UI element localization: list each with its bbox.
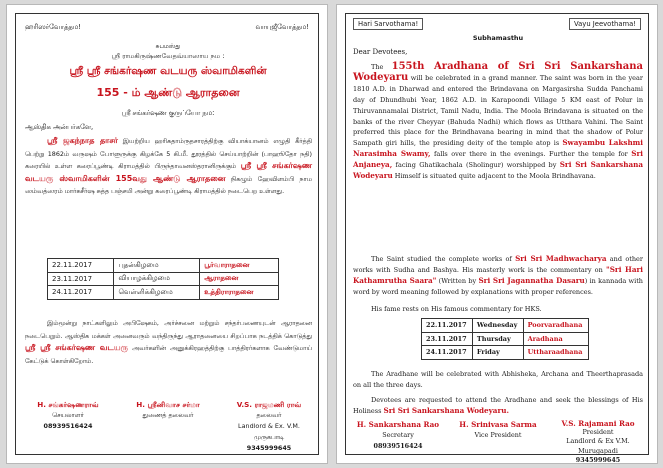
guru-line: ஸ்ரீ சங்கர்ஷண குருப்யோ நம: — [121, 109, 215, 117]
text-run: The — [371, 63, 392, 71]
greeting-right-box: Vayu Jeevothama! — [569, 18, 641, 30]
text-run: and other works with Sudha and Bashya. His masterly work is the commentary on — [353, 255, 643, 274]
text-run: falls over there in the evenings. Further the temple for — [430, 150, 632, 159]
text-run: facing Ghatikachala (Sholingur) worshipped by — [392, 161, 560, 170]
highlight-saint: ஸ்ரீ ஸ்ரீ சங்கர்ஷண வடயரு — [25, 343, 129, 353]
page-title: ஸ்ரீ ஸ்ரீ சங்கர்ஷண வடயரு ஸ்வாமிகளின் — [69, 65, 267, 77]
english-invitation-page — [336, 4, 658, 464]
text-run: ) in kannada with word by word meaning followed by explanations with proper references. — [353, 276, 643, 296]
highlight-run: 155th Aradhana of Sri Sri Sankarshana Wodeyaru — [353, 61, 644, 83]
highlight-saint: Sri Sri Sankarshana Wodeyaru. — [383, 405, 509, 415]
signatory-secretary: H. Sankarshana Rao Secretary 08939516424 — [356, 420, 440, 450]
intro-paragraph — [353, 62, 643, 182]
fame-line: His fame rests on His famous commentary for HKS. — [371, 305, 542, 313]
signatory-president: V.S. ராஜமணி ராவ் தலைவர் Landlord & Ex. V.M. முருகபாடி 9345999645 — [236, 400, 302, 452]
table-row: 22.11.2017 புதன்கிழமை பூர்வாராதனை — [48, 259, 279, 273]
signatory-secretary: H. சங்கர்ஷணராவ் செயலாளர் 08939516424 — [37, 400, 99, 430]
highlight-run: Sri Sri Jagannatha Dasaru — [478, 275, 585, 285]
salutation: Dear Devotees, — [353, 48, 408, 56]
table-row: 24.11.2017 Friday Uttharaadhana — [422, 346, 589, 360]
celebration-paragraph: The Aradhane will be celebrated with Abhisheka, Archana and Theerthaprasada on all the three days. — [353, 370, 643, 389]
request-paragraph: Devotees are requested to attend the Aradhane and seek the blessings of His Holiness Sri Sri Sankarshana Wodeyaru. — [353, 396, 643, 415]
highlight-run: "Sri Hari Kathamrutha Saara" — [353, 264, 644, 285]
highlight-run: Sri Sri Sankarshana Wodeyaru — [353, 160, 643, 181]
highlight-run: Swayambu Lakshmi Narasimha Swamy, — [353, 138, 643, 159]
greeting-left: ஹரிஸர்வோத்தம! — [25, 23, 82, 31]
signatory-vice-president: H. Srinivasa Sarma Vice President — [459, 420, 537, 439]
schedule-table-english — [421, 318, 589, 360]
table-row: 23.11.2017 வியாழக்கிழமை ஆராதனை — [48, 272, 279, 286]
highlight-run: Sri Anjaneya, — [353, 149, 643, 170]
page-border — [15, 13, 319, 455]
salutation: ஆஸ்திக அன்பர்களே, — [25, 123, 94, 131]
invocation: Subhamasthu — [472, 34, 524, 42]
signatory-president: V.S. Rajamani Rao President Landlord & Ex V.M. Murugapadi 9345999645 — [561, 419, 635, 464]
greeting-left-box: Hari Sarvothama! — [353, 18, 423, 30]
request-paragraph: இம்மூன்று நாட்களிலும் அபிஷேகம், அர்ச்சனை மற்றும் சந்தர்பணையுடன் ஆராதனை நடைபெறும். ஆஸ்திக மக்கள் அனைவரும் வந்திருந்து ஆராதனையை சிறப்பாக நடத்திக் கொடுத்து ஸ்ரீ ஸ்ரீ சங்கர்ஷண வடயரு அவர்களின் அனுக்கிரஹத்திற்கு பாத்திரர்களாக வேண்டுமாய் கேட்டுக் கொள்கிறோம். — [25, 319, 312, 365]
intro-text — [353, 63, 643, 180]
greeting-right: வாயுஜீவோத்தம! — [255, 23, 309, 31]
page-subtitle: 155 - ம் ஆண்டு ஆராதனை — [96, 86, 240, 99]
text-run: Himself is situated quite adjacent to the Moola Brindhavana. — [392, 172, 596, 181]
text-run: (Written by — [436, 276, 479, 285]
works-paragraph — [353, 254, 643, 298]
table-row: 23.11.2017 Thursday Aradhana — [422, 332, 589, 346]
highlight-aradhana: ஸ்ரீ ஸ்ரீ சங்கர்ஷண வடயரு ஸ்வாமிகளின் 155வது ஆண்டு ஆராதனை — [25, 161, 312, 183]
highlight-run: Sri Sri Madhwacharya — [515, 254, 607, 263]
highlight-name: ஸ்ரீ ஜகந்நாத தாசர் — [47, 136, 118, 145]
table-row: 24.11.2017 வெள்ளிக்கிழமை உத்திராராதனை — [48, 286, 279, 300]
table-row: 22.11.2017 Wednesday Poorvaradhana — [422, 319, 589, 333]
invitation-paragraph: ஸ்ரீ ஜகந்நாத தாசர் இயற்றிய ஹரிகதாம்ருதசாரத்திற்கு வியாக்யானம் எழுதி கீர்த்தி பெற்று 1862ம் வருஷம் போளுருக்கு கிழக்கே 5 கி.மீ. தூரத்தில் செய்யாற்றின் (பாஹூதோ நதி) கரையில் உள்ள கரைப்பூண்டி கிராமத்தில் பிருந்தாவனஸ்தரானிருக்கும் ஸ்ரீ ஸ்ரீ சங்கர்ஷண வடயரு ஸ்வாமிகளின் 155வது ஆண்டு ஆராதனை நிகழும் ஹேவிளம்பி நாம ஸம்வத்ஸரம் மார்கசீர்ஷ சுத்த பஞ்சமி அன்று கரைப்பூண்டி கிராமத்தில் நடைபெற உள்ளது. — [25, 136, 312, 196]
schedule-table-tamil — [47, 258, 279, 300]
invocation-secondary: ஸ்ரீ ராமகிருஷ்ணவேதவ்யாஸாய நம : — [111, 52, 225, 60]
text-run: The Saint studied the complete works of — [371, 255, 516, 263]
tamil-invitation-page — [6, 4, 328, 464]
invocation: சுபமஸ்து — [155, 43, 181, 50]
works-text — [353, 255, 643, 296]
text-run: will be celebrated in a grand manner. The saint was born in the year 1810 A.D. in Dharwad and entered the Brindavana on Margasirsha Sudda Panchami day of Dhundhubi Year, 1862 A.D. in Karapoondi Village 5 KM east of Polur in Thiruvannamalai District, Tamil Nadu, India. The Moola Brindavana is situated on the banks of the river Cheyyar (Bahuda Nadhi) which flows as Utthara Vahini. The Saint preferred this place for the Brindhavana bearing in mind that the shadow of Polur Sampath giri hills, the presiding deity of the temple atop is — [353, 73, 643, 148]
signatory-vice-president: H. ஸ்ரீனிவாச சர்மா துணைத் தலைவர் — [136, 400, 200, 419]
